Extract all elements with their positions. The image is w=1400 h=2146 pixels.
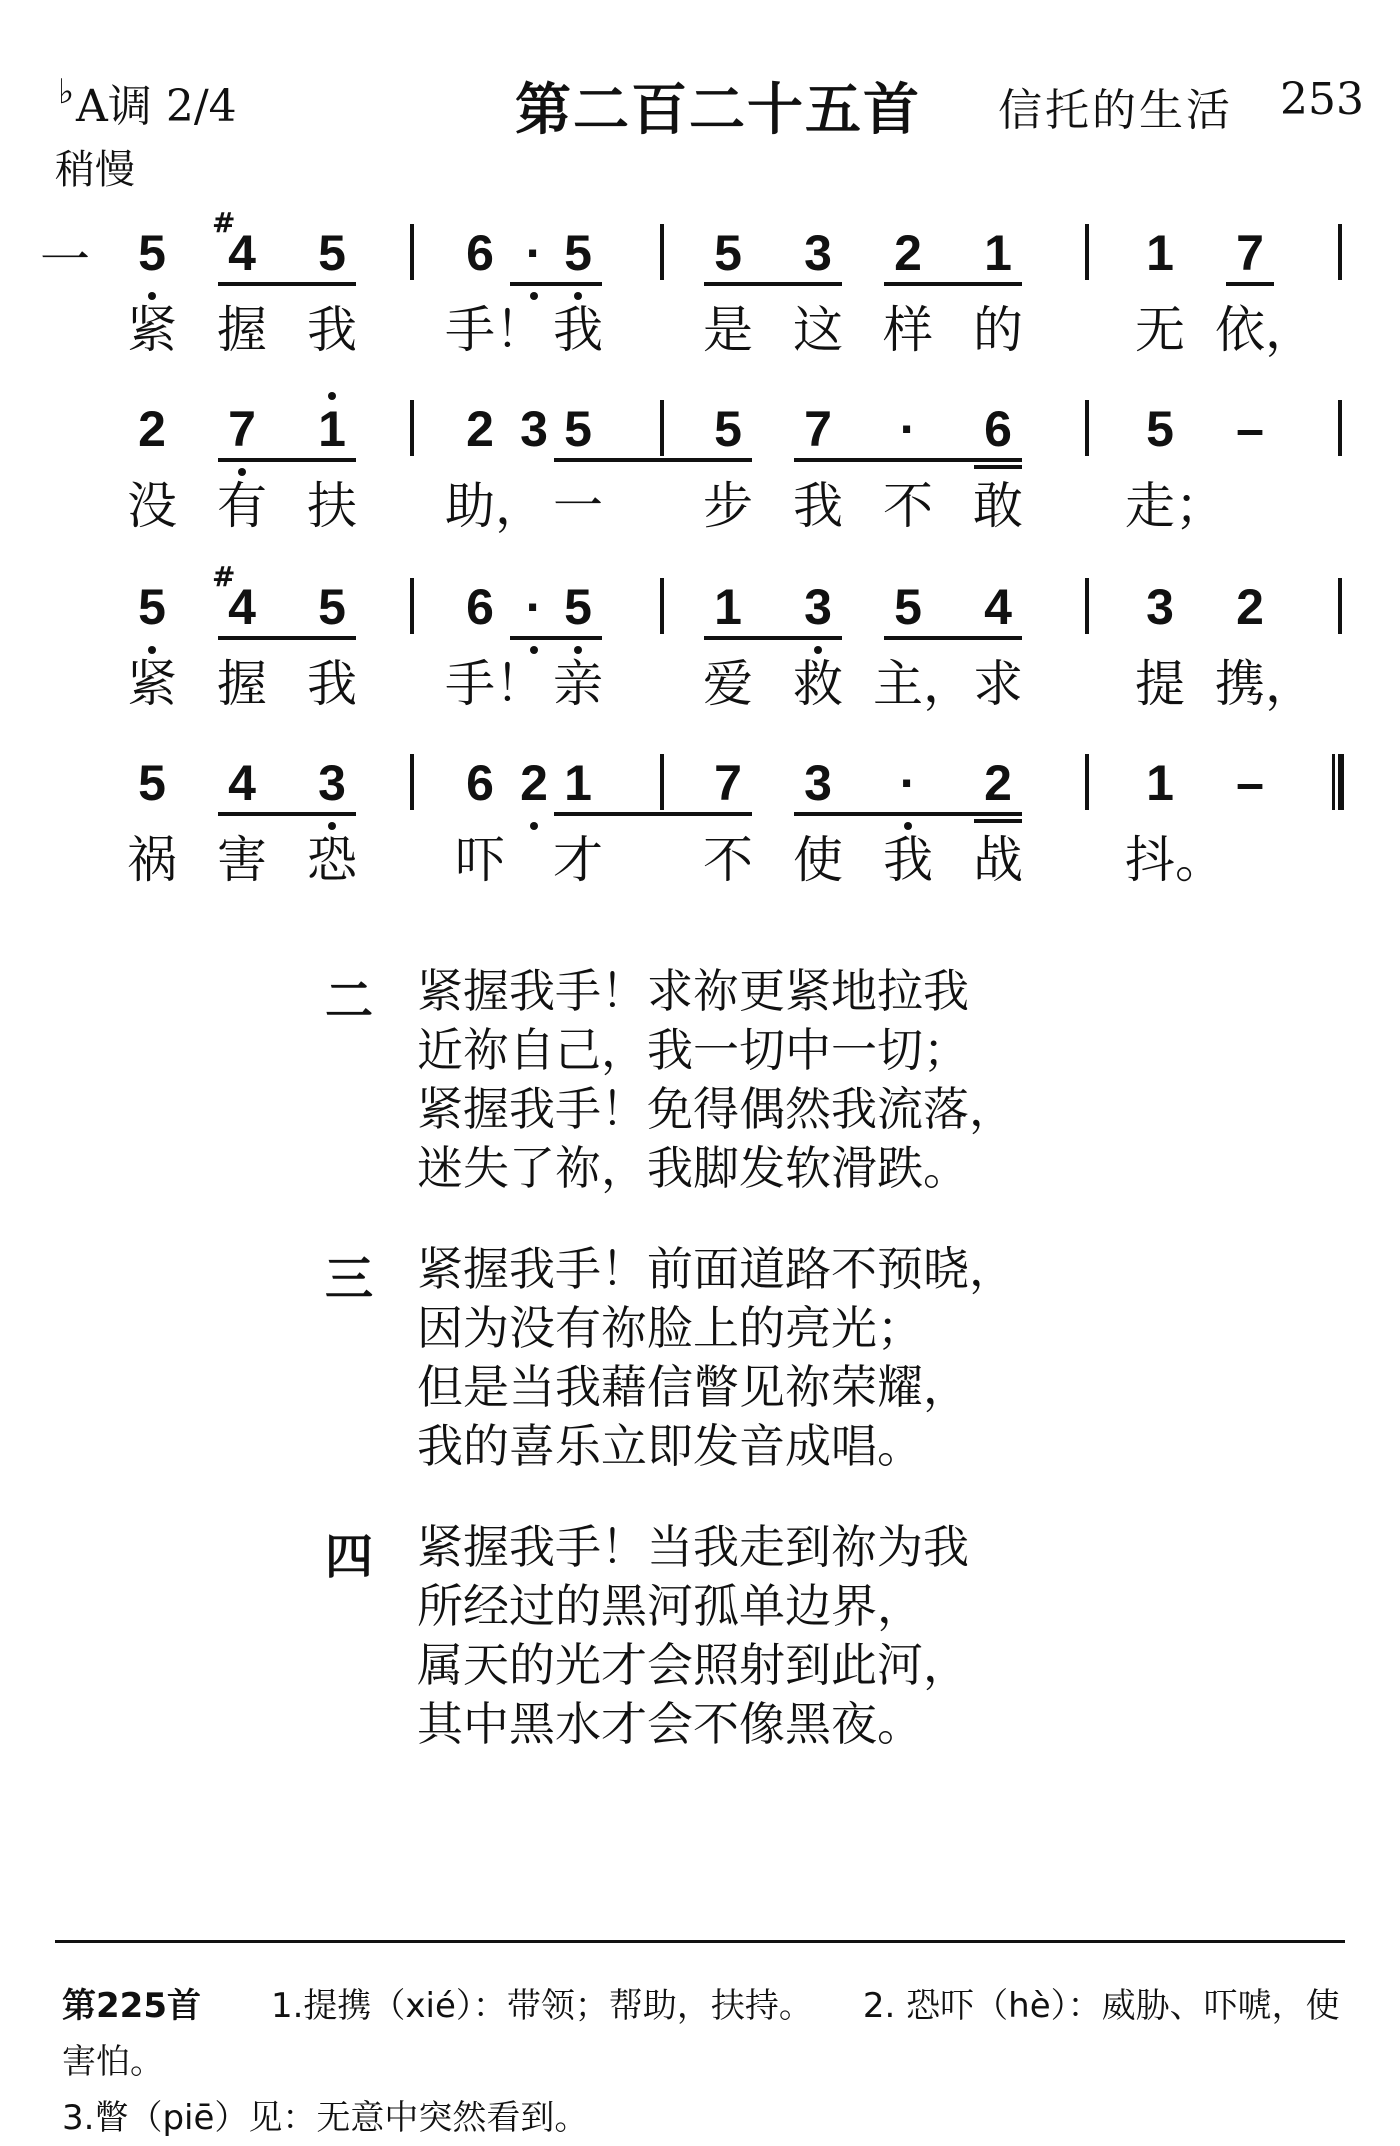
augmentation-dot: ·: [899, 401, 917, 457]
flat-sign: ♭: [58, 72, 75, 112]
note-digit: 7: [228, 401, 256, 457]
footnote: [62, 1978, 1352, 2146]
sixteenth-note-underline: [974, 465, 1022, 469]
eighth-note-underline: [704, 282, 842, 286]
note-digit: 6: [466, 579, 494, 635]
eighth-note-underline: [218, 458, 356, 462]
note-digit: 1: [714, 579, 742, 635]
high-octave-dot: [328, 392, 336, 400]
low-octave-dot: [904, 822, 912, 830]
lyric-syllable: 携，: [1215, 655, 1315, 713]
barline: [660, 578, 664, 634]
lyric-syllable: 抖。: [1125, 831, 1225, 889]
eighth-note-underline: [974, 458, 1022, 462]
key-label: A调: [76, 81, 152, 132]
lyric-syllable: 的: [973, 301, 1023, 359]
note-digit: 4: [228, 579, 256, 635]
eighth-note-underline: [704, 636, 842, 640]
stanza-number: 三: [325, 1251, 374, 1307]
note-digit: 3: [1146, 579, 1174, 635]
note-digit: 5: [714, 401, 742, 457]
lyric-syllable: 手！: [445, 301, 545, 359]
lyric-syllable: 我: [553, 301, 603, 359]
eighth-note-underline: [554, 458, 752, 462]
footnote-item: 1.提携（xié）：带领；帮助，扶持。: [270, 1986, 813, 2026]
lyric-syllable: 求: [973, 655, 1023, 713]
note-digit: 2: [138, 401, 166, 457]
lyric-syllable: 我: [883, 831, 933, 889]
lyric-syllable: 我: [793, 477, 843, 535]
barline: [1085, 578, 1089, 634]
lyric-syllable: 步: [703, 477, 753, 535]
lyric-syllable: 握: [217, 655, 267, 713]
lyric-syllable: 敢: [973, 477, 1023, 535]
note-digit: 7: [804, 401, 832, 457]
barline: [410, 578, 414, 634]
verse-number: 一: [40, 231, 90, 289]
lyric-syllable: 走；: [1125, 477, 1225, 535]
note-digit: 5: [564, 579, 592, 635]
low-octave-dot: [574, 292, 582, 300]
lyric-syllable: 救: [793, 655, 843, 713]
hymn-category: 信托的生活: [998, 85, 1233, 136]
lyric-syllable: 没: [127, 477, 177, 535]
note-digit: 2: [894, 225, 922, 281]
barline: [1085, 754, 1089, 810]
note-digit: 4: [228, 225, 256, 281]
eighth-note-underline: [510, 282, 602, 286]
lyric-syllable: 手！: [445, 655, 545, 713]
low-octave-dot: [148, 292, 156, 300]
low-octave-dot: [814, 646, 822, 654]
augmentation-dot: ·: [525, 579, 543, 635]
lyric-syllable: 不: [883, 477, 933, 535]
stanza-line: 属天的光才会照射到此河，: [417, 1638, 969, 1692]
note-digit: 6: [984, 401, 1012, 457]
lyric-syllable: 握: [217, 301, 267, 359]
note-digit: –: [1236, 755, 1264, 811]
sixteenth-note-underline: [974, 819, 1022, 823]
lyric-syllable: 爱: [703, 655, 753, 713]
note-digit: 2: [984, 755, 1012, 811]
tempo-marking: 稍慢: [55, 147, 135, 193]
note-digit: 6: [466, 225, 494, 281]
low-octave-dot: [238, 468, 246, 476]
barline: [410, 224, 414, 280]
note-digit: 1: [984, 225, 1012, 281]
lyric-syllable: 紧: [127, 655, 177, 713]
sharp-sign: #: [212, 206, 236, 239]
lyric-syllable: 不: [703, 831, 753, 889]
eighth-note-underline: [218, 282, 356, 286]
barline: [660, 224, 664, 280]
stanza-line: 我的喜乐立即发音成唱。: [417, 1419, 923, 1473]
time-signature: 2/4: [165, 81, 237, 132]
note-digit: 1: [1146, 225, 1174, 281]
note-digit: 5: [138, 225, 166, 281]
barline: [1338, 578, 1342, 634]
low-octave-dot: [530, 292, 538, 300]
lyric-syllable: 是: [703, 301, 753, 359]
lyric-syllable: 提: [1135, 655, 1185, 713]
stanza-line: 紧握我手！免得偶然我流落，: [417, 1082, 1015, 1136]
note-digit: 4: [984, 579, 1012, 635]
eighth-note-underline: [218, 812, 356, 816]
stanza-line: 但是当我藉信瞥见祢荣耀，: [417, 1360, 969, 1414]
final-barline-thick: [1338, 754, 1344, 810]
lyric-syllable: 有: [217, 477, 267, 535]
stanza-line: 所经过的黑河孤单边界，: [417, 1579, 923, 1633]
lyric-syllable: 战: [973, 831, 1023, 889]
lyric-syllable: 样: [883, 301, 933, 359]
lyric-syllable: 祸: [127, 831, 177, 889]
footnote-item: 3.瞥（piē）见：无意中突然看到。: [62, 2098, 589, 2138]
sharp-sign: #: [212, 560, 236, 593]
eighth-note-underline: [1226, 282, 1274, 286]
note-digit: 1: [1146, 755, 1174, 811]
stanza-line: 其中黑水才会不像黑夜。: [417, 1697, 923, 1751]
numbered-notation-score: [0, 0, 1400, 900]
lyric-syllable: 无: [1135, 301, 1185, 359]
lyric-syllable: 吓: [455, 831, 505, 889]
barline: [410, 754, 414, 810]
note-digit: 6: [466, 755, 494, 811]
stanza-line: 紧握我手！求祢更紧地拉我: [417, 964, 969, 1018]
note-digit: 1: [318, 401, 346, 457]
lyric-syllable: 扶: [307, 477, 357, 535]
lyric-syllable: 恐: [307, 831, 357, 889]
note-digit: 5: [894, 579, 922, 635]
stanza-line: 紧握我手！前面道路不预晓，: [417, 1242, 1015, 1296]
lyric-syllable: 才: [553, 831, 603, 889]
augmentation-dot: ·: [899, 755, 917, 811]
barline: [1085, 224, 1089, 280]
stanza-number: 二: [325, 973, 374, 1029]
note-digit: 5: [714, 225, 742, 281]
eighth-note-underline: [218, 636, 356, 640]
eighth-note-underline: [884, 636, 1022, 640]
footnote-divider: [55, 1940, 1345, 1943]
hymn-title: 第二百二十五首: [515, 78, 921, 143]
eighth-note-underline: [884, 282, 1022, 286]
note-digit: 3: [520, 401, 548, 457]
note-digit: 5: [1146, 401, 1174, 457]
augmentation-dot: ·: [525, 225, 543, 281]
stanza-lines: [417, 1240, 1015, 1476]
barline: [1338, 224, 1342, 280]
stanza-lines: [417, 1518, 969, 1754]
barline: [660, 400, 664, 456]
note-digit: 4: [228, 755, 256, 811]
note-digit: 7: [1236, 225, 1264, 281]
lyric-syllable: 这: [793, 301, 843, 359]
low-octave-dot: [530, 822, 538, 830]
final-barline-thin: [1332, 754, 1335, 810]
note-digit: 3: [318, 755, 346, 811]
note-digit: 5: [564, 401, 592, 457]
low-octave-dot: [148, 646, 156, 654]
stanza-line: 紧握我手！当我走到祢为我: [417, 1520, 969, 1574]
note-digit: 2: [466, 401, 494, 457]
note-digit: 3: [804, 225, 832, 281]
stanza-lines: [417, 962, 1015, 1198]
barline: [1085, 400, 1089, 456]
lyric-syllable: 一: [553, 477, 603, 535]
note-digit: 1: [564, 755, 592, 811]
lyric-syllable: 依，: [1215, 301, 1315, 359]
note-digit: 5: [138, 755, 166, 811]
lyric-syllable: 亲: [553, 655, 603, 713]
lyric-syllable: 我: [307, 301, 357, 359]
note-digit: 3: [804, 579, 832, 635]
note-digit: 2: [1236, 579, 1264, 635]
eighth-note-underline: [554, 812, 752, 816]
lyric-syllable: 使: [793, 831, 843, 889]
stanza-line: 近祢自己，我一切中一切；: [417, 1023, 969, 1077]
lyric-syllable: 我: [307, 655, 357, 713]
stanza-line: 迷失了祢，我脚发软滑跌。: [417, 1141, 969, 1195]
note-digit: 2: [520, 755, 548, 811]
low-octave-dot: [574, 646, 582, 654]
footnote-item: 2. 恐吓（hè）：威胁、吓唬，使害怕。: [62, 1986, 1340, 2082]
stanza-number: 四: [325, 1529, 374, 1585]
lyric-syllable: 助，: [445, 477, 545, 535]
lyric-syllable: 紧: [127, 301, 177, 359]
note-digit: 7: [714, 755, 742, 811]
barline: [660, 754, 664, 810]
low-octave-dot: [530, 646, 538, 654]
eighth-note-underline: [510, 636, 602, 640]
page-number: 253: [1280, 74, 1364, 125]
note-digit: 5: [318, 225, 346, 281]
low-octave-dot: [328, 822, 336, 830]
stanza-line: 因为没有祢脸上的亮光；: [417, 1301, 923, 1355]
barline: [410, 400, 414, 456]
note-digit: 5: [138, 579, 166, 635]
barline: [1338, 400, 1342, 456]
lyric-syllable: 害: [217, 831, 267, 889]
note-digit: 5: [564, 225, 592, 281]
footnote-label: 第225首: [62, 1986, 201, 2026]
eighth-note-underline: [974, 812, 1022, 816]
note-digit: –: [1236, 401, 1264, 457]
note-digit: 3: [804, 755, 832, 811]
lyric-syllable: 主，: [873, 655, 973, 713]
note-digit: 5: [318, 579, 346, 635]
